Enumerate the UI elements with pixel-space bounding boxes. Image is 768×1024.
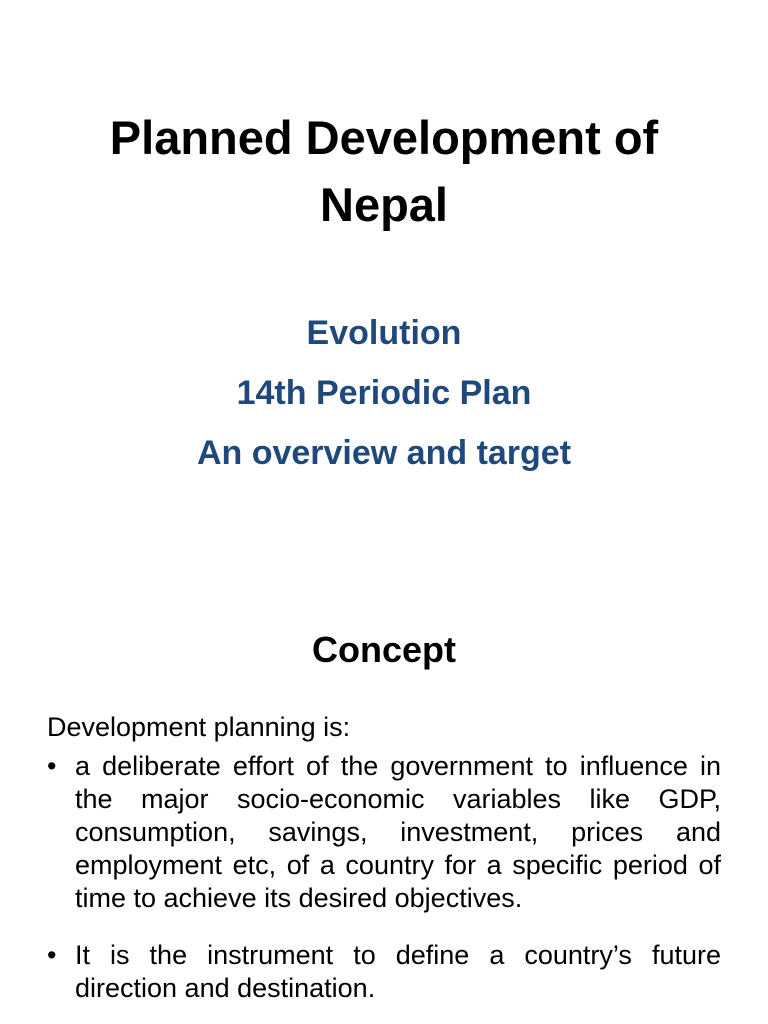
bullet-list	[47, 750, 721, 1024]
concept-title: Concept	[312, 629, 456, 670]
slide-title: Planned Development of Nepal	[109, 111, 659, 231]
subtitle-periodic-plan: 14th Periodic Plan	[236, 374, 532, 412]
bullet-icon: •	[47, 751, 57, 781]
intro-text: Development planning is:	[47, 712, 351, 742]
bullet-text: a deliberate effort of the government to influence in the major socio-economic variables like GDP, consumption, savings, investment, prices and employment etc, of a country for a specific period of time to achieve its desired objectives.	[75, 751, 721, 913]
subtitle-evolution: Evolution	[306, 314, 462, 352]
bullet-item	[47, 939, 721, 1005]
bullet-icon: •	[47, 940, 57, 970]
subtitle-list	[40, 303, 728, 483]
bullet-item	[47, 750, 721, 915]
bullet-text: It is the instrument to define a country’s future direction and destination.	[75, 940, 721, 1003]
subtitle-overview: An overview and target	[196, 434, 572, 472]
concept-slide	[0, 580, 768, 1024]
